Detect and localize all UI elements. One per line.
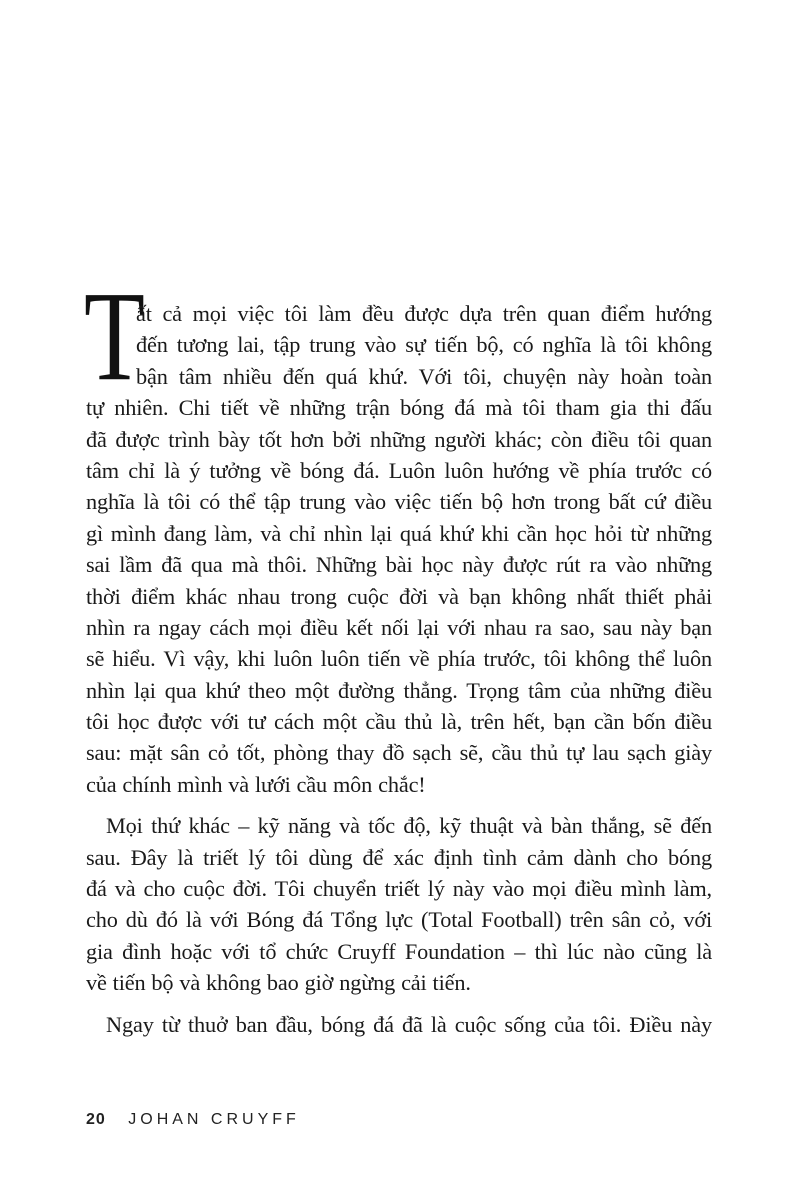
text-line: sau. Đây là triết lý tôi dùng để xác định tình cảm dành cho bóng <box>86 844 712 870</box>
paragraph-gap <box>86 999 712 1009</box>
text-line: sau: mặt sân cỏ tốt, phòng thay đồ sạch sẽ, cầu thủ tự lau sạch giày <box>86 740 712 766</box>
text-line: tôi học được với tư cách một cầu thủ là, trên hết, bạn cần bốn điều <box>86 709 712 735</box>
text-line: nhìn ra ngay cách mọi điều kết nối lại với nhau ra sao, sau này bạn <box>86 614 712 640</box>
text-line: cho dù đó là với Bóng đá Tổng lực (Total Football) trên sân cỏ, với <box>86 907 712 933</box>
body-text <box>86 298 712 1040</box>
text-line: bận tâm nhiều đến quá khứ. Với tôi, chuyện này hoàn toàn <box>136 363 712 389</box>
paragraph-3 <box>86 1009 712 1040</box>
paragraph-2 <box>86 810 712 998</box>
text-line: sai lầm đã qua mà thôi. Những bài học này được rút ra vào những <box>86 552 712 578</box>
text-line: nhìn lại qua khứ theo một đường thẳng. Trọng tâm của những điều <box>86 677 712 703</box>
running-head: JOHAN CRUYFF <box>128 1111 300 1128</box>
text-line: nghĩa là tôi có thể tập trung vào việc tiến bộ hơn trong bất cứ điều <box>86 489 712 515</box>
text-line: gì mình đang làm, và chỉ nhìn lại quá khứ khi cần học hỏi từ những <box>86 520 712 546</box>
text-line: thời điểm khác nhau trong cuộc đời và bạn không nhất thiết phải <box>86 583 712 609</box>
text-line: Ngay từ thuở ban đầu, bóng đá đã là cuộc sống của tôi. Điều này <box>106 1011 712 1037</box>
text-line: của chính mình và lưới cầu môn chắc! <box>86 771 426 797</box>
page-number: 20 <box>86 1111 106 1128</box>
text-line: Mọi thứ khác – kỹ năng và tốc độ, kỹ thuật và bàn thắng, sẽ đến <box>106 813 712 839</box>
drop-cap: T <box>84 265 145 407</box>
text-line: về tiến bộ và không bao giờ ngừng cải tiến. <box>86 970 471 996</box>
paragraph-1 <box>86 298 712 800</box>
text-line: sẽ hiểu. Vì vậy, khi luôn luôn tiến về phía trước, tôi không thể luôn <box>86 646 712 672</box>
text-line: tâm chỉ là ý tưởng về bóng đá. Luôn luôn hướng về phía trước có <box>86 457 712 483</box>
text-line: đá và cho cuộc đời. Tôi chuyển triết lý này vào mọi điều mình làm, <box>86 876 712 902</box>
text-line: ất cả mọi việc tôi làm đều được dựa trên quan điểm hướng <box>136 301 712 326</box>
text-line: tự nhiên. Chi tiết về những trận bóng đá mà tôi tham gia thi đấu <box>86 395 712 421</box>
paragraph-gap <box>86 800 712 810</box>
text-line: gia đình hoặc với tổ chức Cruyff Foundation – thì lúc nào cũng là <box>86 938 712 964</box>
text-line: đến tương lai, tập trung vào sự tiến bộ, có nghĩa là tôi không <box>136 332 712 358</box>
text-line: đã được trình bày tốt hơn bởi những người khác; còn điều tôi quan <box>86 426 712 452</box>
page-footer <box>86 1111 300 1129</box>
